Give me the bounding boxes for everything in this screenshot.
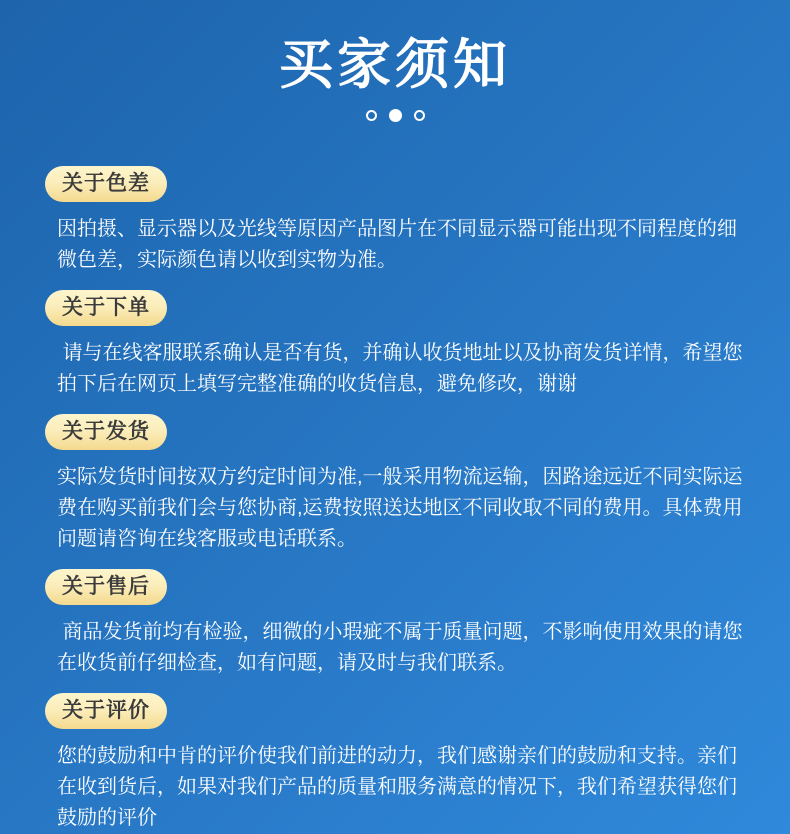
- section-badge: 关于售后: [45, 569, 167, 605]
- section-text: 因拍摄、显示器以及光线等原因产品图片在不同显示器可能出现不同程度的细微色差，实际颜色请以收到实物为准。: [57, 218, 737, 271]
- section-badge: 关于发货: [45, 414, 167, 450]
- carousel-dot: [366, 110, 377, 121]
- page-title: 买家须知: [279, 35, 511, 95]
- notice-section-shipping: [45, 414, 746, 555]
- section-badge: 关于色差: [45, 166, 167, 202]
- notice-section-reviews: [45, 693, 746, 834]
- section-text: 实际发货时间按双方约定时间为准,一般采用物流运输，因路途远近不同实际运费在购买前我们会与您协商,运费按照送达地区不同收取不同的费用。具体费用问题请咨询在线客服或电话联系。: [57, 466, 743, 550]
- notice-section-ordering: [45, 290, 746, 400]
- section-badge: 关于下单: [45, 290, 167, 326]
- carousel-dot: [414, 110, 425, 121]
- section-text: 请与在线客服联系确认是否有货，并确认收货地址以及协商发货详情，希望您拍下后在网页上填写完整准确的收货信息，避免修改，谢谢: [57, 342, 743, 395]
- panel-header: [0, 0, 790, 122]
- carousel-dot: [389, 109, 402, 122]
- section-text: 您的鼓励和中肯的评价使我们前进的动力，我们感谢亲们的鼓励和支持。亲们在收到货后，如果对我们产品的质量和服务满意的情况下，我们希望获得您们鼓励的评价: [57, 745, 737, 829]
- notice-section-after-sales: [45, 569, 746, 679]
- notice-section-color-difference: [45, 166, 746, 276]
- carousel-indicator: [0, 108, 790, 122]
- section-text: 商品发货前均有检验，细微的小瑕疵不属于质量问题，不影响使用效果的请您在收货前仔细检查，如有问题，请及时与我们联系。: [57, 621, 743, 674]
- notice-sections: [0, 166, 790, 834]
- section-badge: 关于评价: [45, 693, 167, 729]
